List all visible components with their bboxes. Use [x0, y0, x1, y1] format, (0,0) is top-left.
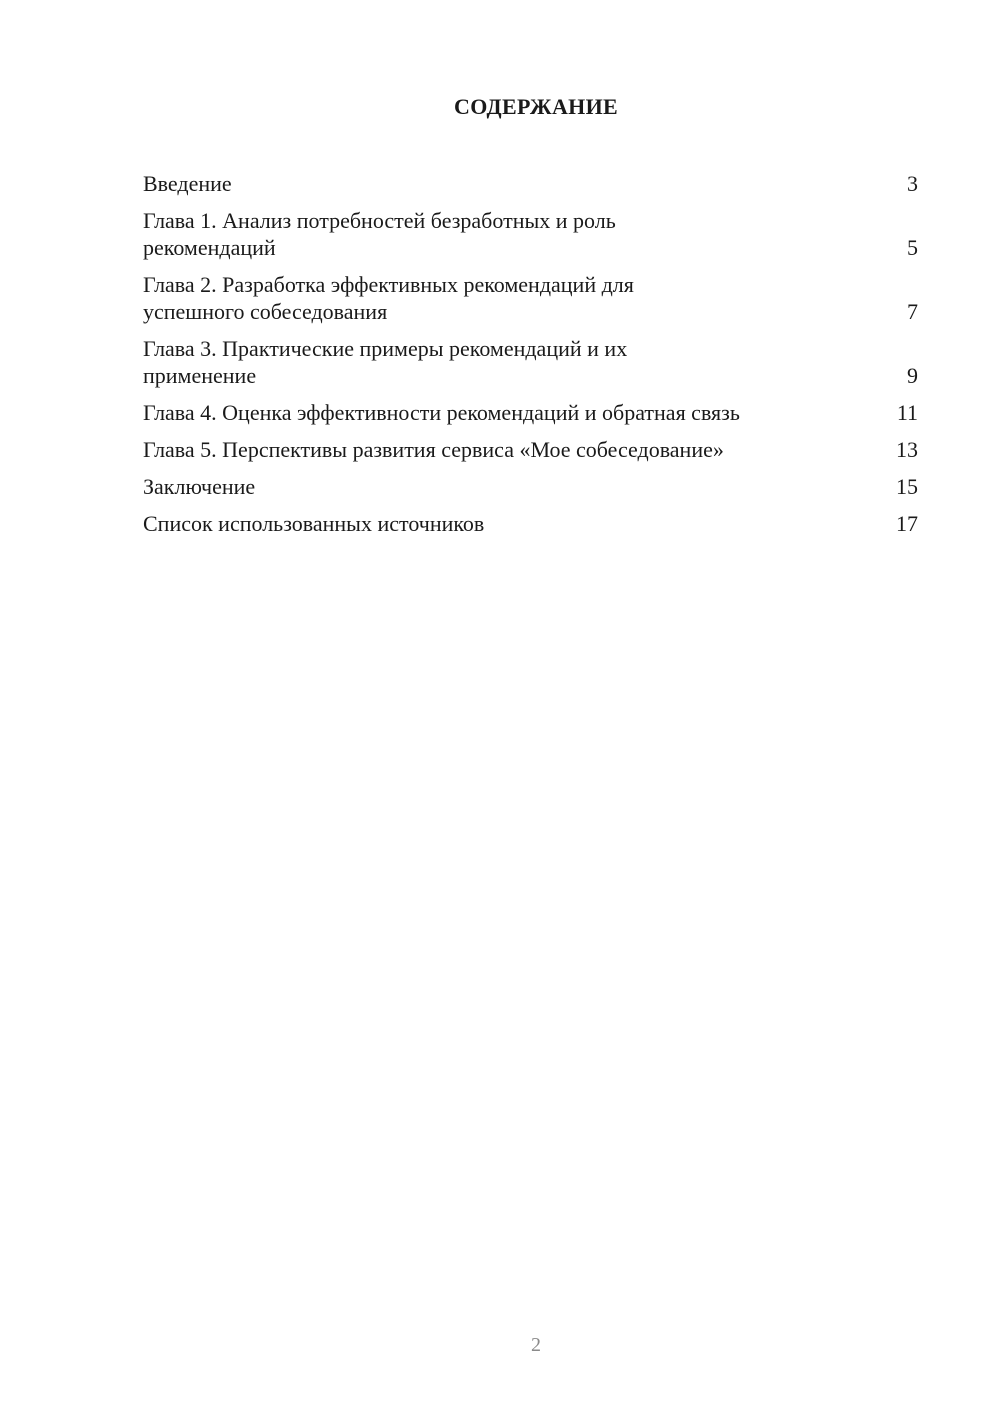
toc-entry-label: Заключение: [143, 474, 256, 499]
page-title: СОДЕРЖАНИЕ: [454, 94, 618, 119]
toc-entry-chapter-1: [143, 207, 918, 261]
toc-entry-chapter-5: [143, 436, 918, 463]
toc-entry-label: Глава 5. Перспективы развития сервиса «Мое собеседование»: [143, 437, 724, 462]
toc-entry-page: 13: [896, 437, 918, 462]
toc-entry-page: 15: [896, 474, 918, 499]
table-of-contents: [143, 170, 918, 547]
toc-entry-references: [143, 510, 918, 537]
toc-entry-page: 5: [907, 235, 918, 260]
toc-entry-label: Глава 1. Анализ потребностей безработных и роль рекомендаций: [143, 208, 616, 260]
toc-entry-chapter-3: [143, 335, 918, 389]
toc-entry-label: Список использованных источников: [143, 511, 485, 536]
page-number: 2: [531, 1334, 541, 1356]
toc-entry-page: 11: [896, 400, 918, 425]
toc-entry-label: Глава 3. Практические примеры рекомендаций и их применение: [143, 336, 628, 388]
toc-entry-chapter-2: [143, 271, 918, 325]
toc-entry-page: 17: [896, 511, 918, 536]
toc-entry-conclusion: [143, 473, 918, 500]
toc-entry-label: Глава 4. Оценка эффективности рекомендаций и обратная связь: [143, 400, 740, 425]
toc-entry-label: Глава 2. Разработка эффективных рекомендаций для успешного собеседования: [143, 272, 634, 324]
toc-entry-page: 9: [907, 363, 918, 388]
toc-entry-page: 7: [907, 299, 918, 324]
toc-entry-label: Введение: [143, 171, 232, 196]
toc-entry-introduction: [143, 170, 918, 197]
toc-entry-chapter-4: [143, 399, 918, 426]
toc-entry-page: 3: [907, 171, 918, 196]
